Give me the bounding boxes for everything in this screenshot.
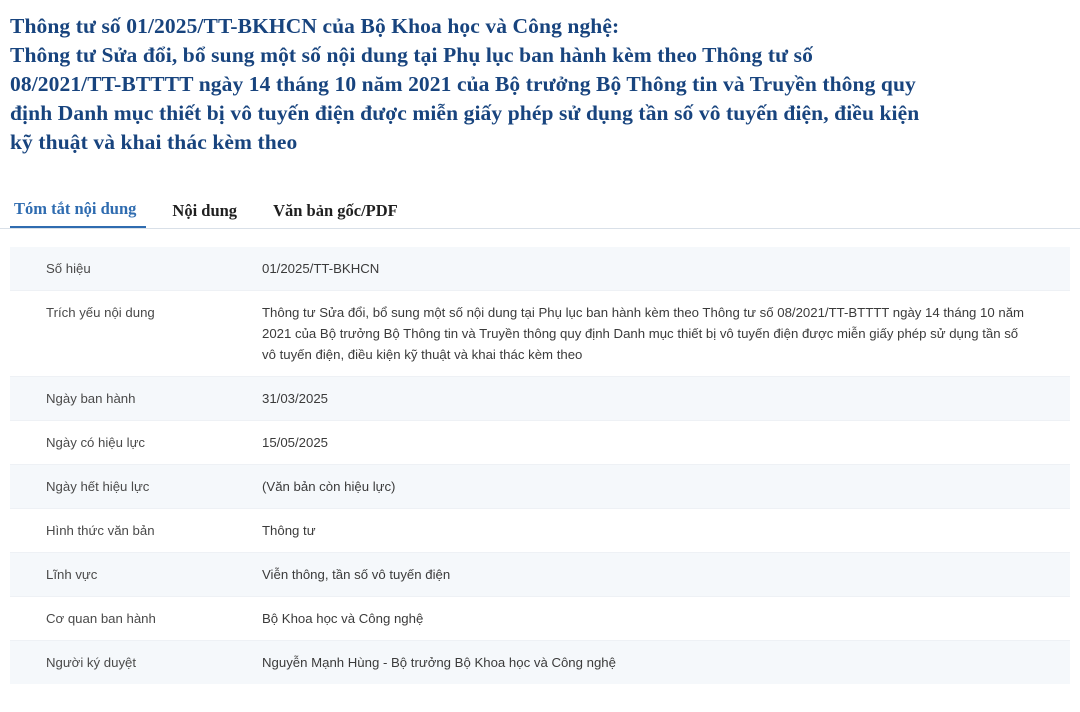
page-title-line-3: 08/2021/TT-BTTTT ngày 14 tháng 10 năm 2021 của Bộ trưởng Bộ Thông tin và Truyền thông quy	[10, 72, 916, 96]
row-value: 15/05/2025	[242, 421, 1070, 465]
row-label: Ngày hết hiệu lực	[10, 465, 242, 509]
table-row	[10, 553, 1070, 597]
table-row	[10, 465, 1070, 509]
table-row	[10, 247, 1070, 291]
row-label: Trích yếu nội dung	[10, 291, 242, 377]
page-title-line-4: định Danh mục thiết bị vô tuyến điện được miễn giấy phép sử dụng tần số vô tuyến điện, điều kiện	[10, 101, 920, 125]
table-row	[10, 377, 1070, 421]
page-title-line-2: Thông tư Sửa đổi, bổ sung một số nội dung tại Phụ lục ban hành kèm theo Thông tư số	[10, 43, 813, 67]
row-value: Viễn thông, tần số vô tuyến điện	[242, 553, 1070, 597]
tab-tom-tat-noi-dung[interactable]: Tóm tắt nội dung	[10, 199, 146, 228]
row-value: 31/03/2025	[242, 377, 1070, 421]
row-value: 01/2025/TT-BKHCN	[242, 247, 1070, 291]
row-label: Người ký duyệt	[10, 641, 242, 685]
row-value: Thông tư	[242, 509, 1070, 553]
tab-bar	[0, 195, 1080, 229]
table-row	[10, 291, 1070, 377]
row-value: Thông tư Sửa đổi, bổ sung một số nội dung tại Phụ lục ban hành kèm theo Thông tư số 08/2021/TT-BTTTT ngày 14 tháng 10 năm 2021 của Bộ trưởng Bộ Thông tin và Truyền thông quy định Danh mục thiết bị vô tuyến điện được miễn giấy phép sử dụng tần số vô tuyến điện, điều kiện kỹ thuật và khai thác kèm theo	[242, 291, 1070, 377]
row-label: Cơ quan ban hành	[10, 597, 242, 641]
page-title-line-1: Thông tư số 01/2025/TT-BKHCN của Bộ Khoa học và Công nghệ:	[10, 14, 620, 38]
row-label: Lĩnh vực	[10, 553, 242, 597]
page-title	[0, 0, 1080, 157]
tab-van-ban-goc-pdf[interactable]: Văn bản gốc/PDF	[269, 201, 416, 228]
table-row	[10, 641, 1070, 685]
row-value: Bộ Khoa học và Công nghệ	[242, 597, 1070, 641]
tab-noi-dung[interactable]: Nội dung	[168, 201, 255, 228]
row-label: Ngày có hiệu lực	[10, 421, 242, 465]
row-label: Số hiệu	[10, 247, 242, 291]
row-value: (Văn bản còn hiệu lực)	[242, 465, 1070, 509]
row-label: Ngày ban hành	[10, 377, 242, 421]
table-row	[10, 421, 1070, 465]
row-value: Nguyễn Mạnh Hùng - Bộ trưởng Bộ Khoa học và Công nghệ	[242, 641, 1070, 685]
summary-table	[10, 247, 1070, 684]
table-row	[10, 597, 1070, 641]
table-row	[10, 509, 1070, 553]
row-label: Hình thức văn bản	[10, 509, 242, 553]
page-title-line-5: kỹ thuật và khai thác kèm theo	[10, 130, 298, 154]
